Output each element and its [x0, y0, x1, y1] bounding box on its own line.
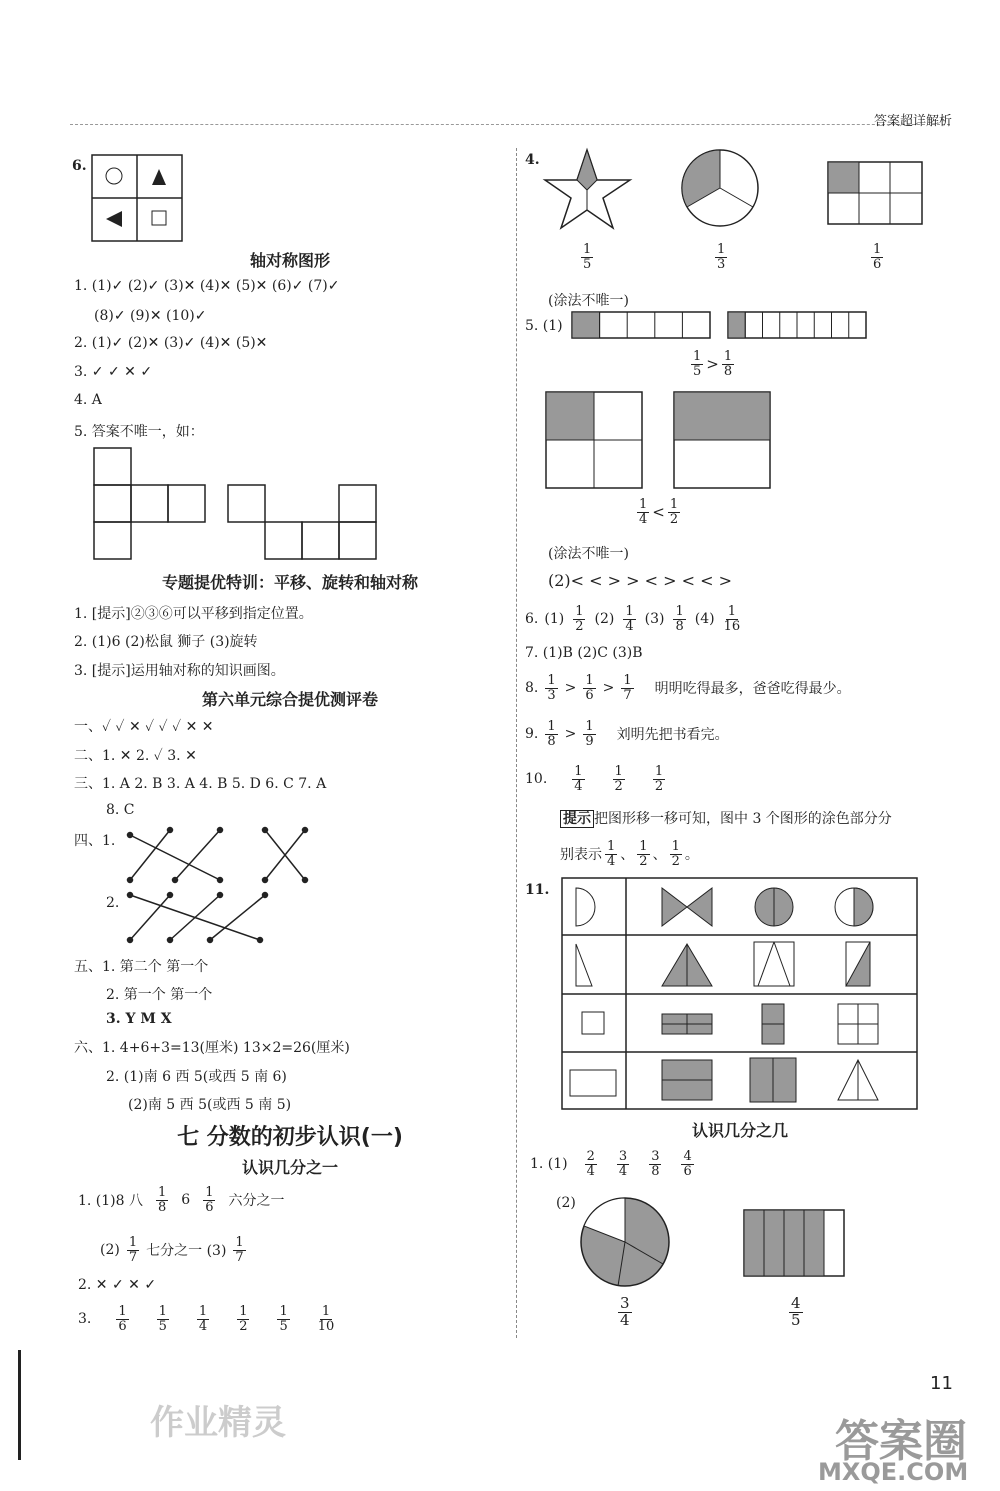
q6-right-line	[525, 605, 743, 633]
margin-line	[18, 1350, 21, 1460]
numerator: 1	[279, 1304, 288, 1319]
denominator: 5	[791, 1310, 801, 1329]
numerator: 1	[158, 1185, 167, 1200]
compare-sign: <	[652, 503, 665, 522]
q1-text-b: 6	[181, 1192, 191, 1209]
sym-line-2: (8)✓ (9)✕ (10)✓	[94, 308, 207, 324]
q9-label: 9.	[525, 726, 539, 743]
unit-line-8: 2. 第一个 第一个	[106, 987, 213, 1003]
denominator: 4	[607, 853, 616, 869]
denominator: 6	[205, 1199, 214, 1215]
denominator: 3	[547, 687, 556, 703]
compare-sign: >	[706, 355, 719, 374]
sym-line-6: 5. 答案不唯一，如：	[74, 424, 204, 440]
q3-frac	[237, 1305, 249, 1333]
denominator: 7	[623, 687, 632, 703]
r1-2-label: (2)	[556, 1195, 576, 1211]
numerator: 1	[585, 673, 594, 688]
item-prefix: (2)	[594, 611, 615, 628]
numerator: 1	[669, 497, 679, 512]
numerator: 3	[618, 1149, 628, 1164]
numerator: 1	[118, 1304, 127, 1319]
numerator: 1	[574, 764, 583, 779]
numerator: 1	[625, 604, 634, 619]
stamp-logo: 答案圈	[835, 1416, 967, 1467]
section-title-symmetry: 轴对称图形	[249, 251, 330, 270]
q1-2-text-a: (2)	[100, 1242, 120, 1259]
numerator: 1	[321, 1304, 331, 1319]
q4-frac-2	[712, 243, 730, 271]
q8-line: 8. $\frac{1}{3}$ > $\frac{1}{6}$ > $\frac{1}{7}$ 明明吃得最多，爸爸吃得最少。	[525, 673, 851, 703]
denominator: 8	[723, 363, 733, 379]
unit-line-3: 三、1. A 2. B 3. A 4. B 5. D 6. C 7. A	[74, 776, 327, 792]
q3-frac	[116, 1305, 128, 1333]
hint-text: 把图形移一移可知，图中 3 个图形的涂色部分分	[594, 811, 892, 827]
r1-bottom-frac-2	[786, 1296, 806, 1329]
q1-line-2	[100, 1236, 249, 1264]
numerator: 1	[585, 719, 594, 734]
special-line-1: 1. [提示]②③⑥可以平移到指定位置。	[74, 606, 313, 622]
q5-label: 5. (1)	[525, 318, 563, 334]
sym-line-5: 4. A	[74, 392, 102, 408]
numerator: 1	[727, 604, 736, 619]
numerator: 1	[639, 839, 648, 854]
section-title-special: 专题提优特训：平移、旋转和轴对称	[161, 573, 418, 592]
numerator: 1	[623, 673, 632, 688]
q3-frac	[318, 1305, 335, 1333]
hint-tag: 提示	[560, 810, 594, 828]
numerator: 2	[586, 1149, 595, 1164]
numerator: 1	[654, 764, 664, 779]
denominator: 8	[547, 733, 556, 749]
numerator: 4	[791, 1294, 801, 1312]
header-title: 答案超详解析	[873, 114, 952, 129]
q10-line	[525, 765, 668, 793]
site-logo: MXQE.COM	[818, 1458, 969, 1486]
q5-bars-figure	[572, 312, 872, 340]
denominator: 5	[693, 363, 702, 379]
section-title-several: 认识几分之几	[691, 1121, 788, 1140]
denominator: 6	[683, 1163, 692, 1179]
denominator: 7	[235, 1249, 244, 1265]
hint-text-2: 别表示	[560, 847, 602, 864]
denominator: 3	[717, 256, 726, 272]
q4-label: 4.	[525, 152, 540, 168]
q1-frac-4	[233, 1236, 245, 1264]
q8-label: 8.	[525, 680, 539, 697]
q1-frac-1	[156, 1186, 168, 1214]
q1-frac-2	[203, 1186, 215, 1214]
numerator: 1	[717, 242, 726, 257]
q5-2-line: (2)< < > > < > < < >	[548, 571, 733, 590]
r1-line	[530, 1150, 697, 1178]
unit-line-9: 3. Y M X	[106, 1011, 172, 1027]
denominator: 8	[675, 618, 684, 634]
r1-label: 1. (1)	[530, 1156, 568, 1173]
numerator: 1	[583, 242, 592, 257]
numerator: 1	[671, 839, 680, 854]
q9-text: 刘明先把书看完。	[616, 727, 729, 744]
unit-line-12: (2)南 5 西 5(或西 5 南 5)	[128, 1097, 292, 1113]
numerator: 1	[239, 1304, 248, 1319]
chapter-title: 七 分数的初步认识(一)	[177, 1125, 403, 1150]
unit-line-10: 六、1. 4+6+3=13(厘米) 13×2=26(厘米)	[74, 1040, 350, 1056]
denominator: 2	[639, 853, 648, 869]
denominator: 2	[239, 1318, 248, 1334]
denominator: 8	[651, 1163, 660, 1179]
net-figures	[94, 448, 384, 562]
denominator: 5	[158, 1318, 167, 1334]
numerator: 1	[639, 497, 648, 512]
denominator: 6	[118, 1318, 127, 1334]
denominator: 2	[614, 778, 623, 794]
denominator: 5	[583, 256, 592, 272]
watermark-bottom: 作业精灵	[150, 1403, 286, 1443]
denominator: 4	[198, 1318, 208, 1334]
q7-line: 7. (1)B (2)C (3)B	[525, 645, 643, 661]
q5-squares-figure	[546, 392, 776, 492]
q6-label: 6.	[72, 158, 87, 174]
section-title-unit6: 第六单元综合提优测评卷	[201, 690, 378, 709]
denominator: 4	[620, 1310, 630, 1329]
numerator: 1	[198, 1304, 208, 1319]
numerator: 1	[547, 719, 556, 734]
denominator: 7	[128, 1249, 138, 1265]
numerator: 1	[693, 349, 702, 364]
numerator: 1	[723, 349, 733, 364]
note-2: (涂法不唯一)	[548, 546, 629, 562]
denominator: 10	[317, 1318, 335, 1334]
unit-line-11: 2. (1)南 6 西 5(或西 5 南 6)	[106, 1069, 287, 1085]
numerator: 1	[873, 242, 882, 257]
header-rule	[70, 124, 950, 125]
q2-line: 2. ✕ ✓ ✕ ✓	[78, 1277, 157, 1293]
matching-lines-figure	[125, 825, 315, 955]
section-title-one-over: 认识几分之一	[241, 1158, 338, 1177]
item-prefix: (3)	[644, 611, 665, 628]
numerator: 1	[128, 1235, 138, 1250]
q1-line-1	[78, 1186, 284, 1214]
q3-frac	[277, 1305, 289, 1333]
denominator: 6	[585, 687, 594, 703]
column-divider	[516, 148, 517, 1338]
denominator: 4	[618, 1163, 628, 1179]
item-prefix: (4)	[694, 611, 715, 628]
numerator: 1	[607, 839, 616, 854]
q8-text: 明明吃得最多，爸爸吃得最少。	[654, 681, 851, 698]
denominator: 16	[723, 618, 741, 634]
numerator: 1	[547, 673, 556, 688]
unit-line-4: 8. C	[106, 802, 135, 818]
denominator: 8	[158, 1199, 167, 1215]
q3-frac	[197, 1305, 209, 1333]
numerator: 4	[683, 1149, 692, 1164]
numerator: 1	[205, 1185, 214, 1200]
sym-line-1: 1. (1)✓ (2)✓ (3)✕ (4)✕ (5)✕ (6)✓ (7)✓	[74, 278, 340, 294]
unit-line-7: 五、1. 第二个 第一个	[74, 959, 209, 975]
q1-text-c: 六分之一	[228, 1193, 285, 1210]
denominator: 4	[639, 511, 648, 527]
denominator: 4	[586, 1163, 595, 1179]
q4-frac-1	[578, 243, 596, 271]
q10-label: 10.	[525, 771, 548, 788]
q3-frac	[157, 1305, 169, 1333]
denominator: 6	[873, 256, 882, 272]
hint-line-2: 别表示 $\frac{1}{4}$ 、 $\frac{1}{2}$ 、 $\frac{1}{2}$ 。	[560, 839, 699, 869]
q4-frac-3	[868, 243, 886, 271]
denominator: 2	[669, 511, 679, 527]
q3-label: 3.	[78, 1311, 92, 1328]
q3-line	[78, 1305, 337, 1333]
numerator: 1	[158, 1304, 167, 1319]
unit-line-6: 2.	[106, 895, 120, 911]
hint-line-1	[560, 808, 892, 828]
q4-shapes-figure	[545, 150, 945, 230]
q1-text-a: 1. (1)8 八	[78, 1193, 143, 1210]
r1-2-figure	[578, 1198, 848, 1288]
q6-right-label: 6.	[525, 611, 539, 628]
cmp-2	[634, 498, 683, 526]
unit-line-5: 四、1.	[74, 833, 116, 849]
special-line-3: 3. [提示]运用轴对称的知识画图。	[74, 663, 285, 679]
numerator: 1	[575, 604, 584, 619]
denominator: 2	[654, 778, 664, 794]
cmp-1	[688, 350, 737, 378]
denominator: 4	[625, 618, 634, 634]
numerator: 3	[651, 1149, 660, 1164]
denominator: 5	[279, 1318, 288, 1334]
r1-bottom-frac-1	[615, 1296, 635, 1329]
sym-line-3: 2. (1)✓ (2)✕ (3)✓ (4)✕ (5)✕	[74, 335, 268, 351]
q9-line: 9. $\frac{1}{8}$ > $\frac{1}{9}$ 刘明先把书看完。	[525, 719, 729, 749]
q1-frac-3	[127, 1236, 139, 1264]
denominator: 2	[671, 853, 680, 869]
q11-label: 11.	[525, 882, 550, 898]
q11-table-figure	[562, 878, 918, 1110]
item-prefix: (1)	[544, 611, 565, 628]
page-number: 11	[930, 1373, 953, 1394]
denominator: 2	[575, 618, 584, 634]
numerator: 1	[235, 1235, 244, 1250]
q1-2-text-b: 七分之一 (3)	[146, 1243, 227, 1260]
sym-line-4: 3. ✓ ✓ ✕ ✓	[74, 364, 153, 380]
q6-grid-figure	[92, 155, 182, 241]
special-line-2: 2. (1)6 (2)松鼠 狮子 (3)旋转	[74, 634, 258, 650]
note-1: (涂法不唯一)	[548, 293, 629, 309]
denominator: 4	[574, 778, 583, 794]
numerator: 1	[675, 604, 684, 619]
unit-line-2: 二、1. ✕ 2. ✓ 3. ✕	[74, 748, 197, 764]
numerator: 1	[614, 764, 623, 779]
denominator: 9	[585, 733, 594, 749]
numerator: 3	[620, 1294, 630, 1312]
unit-line-1: 一、✓ ✓ ✕ ✓ ✓ ✓ ✕ ✕	[74, 719, 214, 735]
